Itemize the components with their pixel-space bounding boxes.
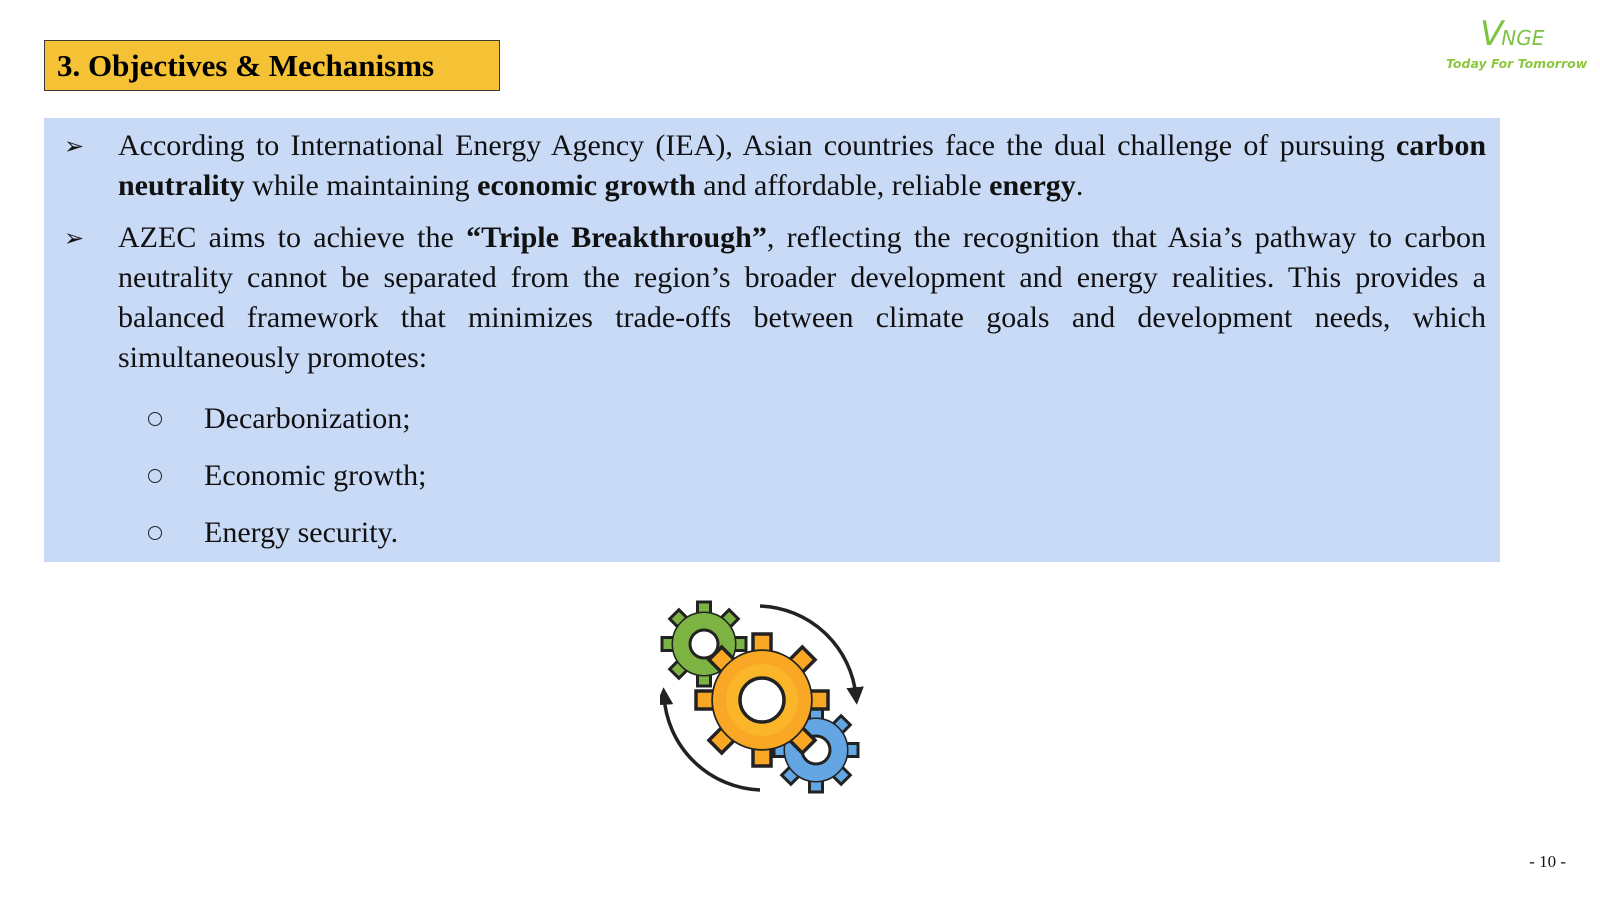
sub-item-economic-growth: Economic growth;	[204, 458, 427, 492]
logo-tagline: Today For Tomorrow	[1446, 56, 1588, 71]
bullet-item	[64, 126, 1486, 206]
logo-mark	[1480, 14, 1544, 54]
slide-title-box	[44, 40, 500, 91]
slide-title: 3. Objectives & Mechanisms	[57, 47, 435, 83]
bullet-text-segment: , reflecting the recognition that Asia’s pathway to carbon neutrality cannot be separated from the region’s broader development and energy realities. This provides a balanced framework that minimizes trade-offs between climate goals and development needs, which simultaneously promotes:	[118, 221, 1486, 374]
bullet-text-segment: .	[1075, 169, 1084, 202]
bullet-text-1	[118, 126, 1486, 206]
bullet-text-segment: while maintaining	[244, 169, 478, 202]
logo-mark-rest: NGE	[1501, 26, 1545, 50]
bullet-text-bold: energy	[989, 169, 1076, 202]
arrow-bullet-icon: ➢	[64, 224, 85, 252]
sub-item-decarbonization: Decarbonization;	[204, 401, 411, 435]
circle-bullet-icon	[148, 412, 162, 426]
sub-list-item	[64, 504, 1486, 561]
content-box	[44, 118, 1500, 562]
page-number: - 10 -	[1529, 852, 1566, 871]
bullet-text-segment: According to International Energy Agency (IEA), Asian countries face the dual challenge of pursuing	[118, 129, 1396, 162]
circle-bullet-icon	[148, 526, 162, 540]
sub-list-item	[64, 447, 1486, 504]
gear-orange-icon	[696, 634, 828, 766]
bullet-item	[64, 218, 1486, 378]
circle-bullet-icon	[148, 469, 162, 483]
gears-cycle-icon	[660, 600, 890, 820]
bullet-text-bold: “Triple Breakthrough”	[466, 221, 767, 254]
vnge-logo	[1440, 8, 1600, 78]
bullet-text-bold: carbon neutrality	[118, 129, 1486, 202]
arrow-bullet-icon: ➢	[64, 132, 85, 160]
bullet-text-segment: and affordable, reliable	[695, 169, 990, 202]
sub-list-item	[64, 390, 1486, 447]
bullet-text-bold: economic growth	[477, 169, 696, 202]
bullet-text-segment: AZEC aims to achieve the	[118, 221, 467, 254]
logo-mark-v: V	[1480, 14, 1504, 54]
sub-item-energy-security: Energy security.	[204, 515, 399, 549]
bullet-text-2	[118, 218, 1486, 378]
